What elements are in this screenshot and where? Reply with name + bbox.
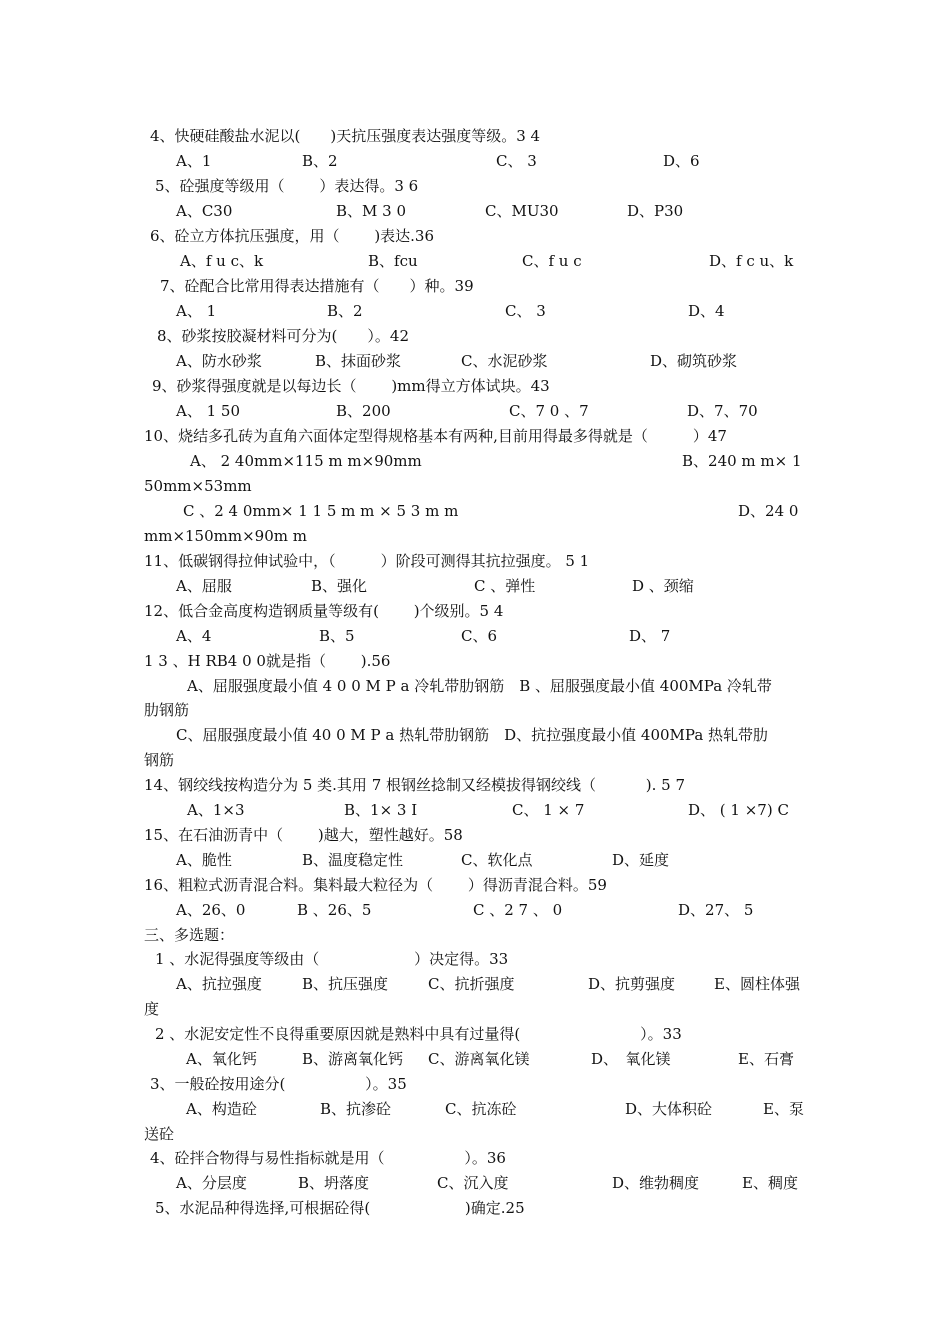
section-heading-multiple-choice: 三、多选题： — [144, 926, 235, 944]
question-6-option-d: D、f c u、k — [709, 252, 794, 270]
question-16-stem: 16、粗粒式沥青混合料。集料最大粒径为（ ）得沥青混合料。59 — [144, 876, 607, 894]
question-14-option-b: B、1× 3 Ⅰ — [344, 801, 418, 819]
question-11-option-c: C 、弹性 — [474, 577, 536, 595]
multi-question-2-option-d: D、 氧化镁 — [591, 1050, 671, 1068]
multi-question-5-stem: 5、水泥品种得选择,可根据砼得( )确定.25 — [155, 1199, 525, 1217]
question-9-option-d: D、7、70 — [687, 402, 758, 420]
question-6-option-a: A、f u c、k — [180, 252, 264, 270]
multi-question-3-option-c: C、抗冻砼 — [445, 1100, 517, 1118]
question-10-option-d: D、24 0 — [738, 502, 799, 520]
question-4-option-c: C、 3 — [496, 152, 537, 170]
question-9-option-a: A、 1 50 — [176, 402, 240, 420]
multi-question-2-option-a: A、氧化钙 — [186, 1050, 257, 1068]
question-6-option-b: B、fcu — [368, 252, 418, 270]
question-5-option-d: D、P30 — [627, 202, 684, 220]
question-14-option-a: A、1×3 — [187, 801, 245, 819]
question-14-option-c: C、 1 × 7 — [512, 801, 585, 819]
question-11-stem: 11、低碳钢得拉伸试验中，（ ）阶段可测得其抗拉强度。 5 1 — [144, 552, 590, 570]
question-8-option-b: B、抹面砂浆 — [315, 352, 402, 370]
question-13-options-line-3: C、屈服强度最小值 40 0 M P a 热轧带肋钢筋 D、抗拉强度最小值 400MPa 热轧带肋 — [176, 726, 769, 744]
multi-question-4-option-a: A、分层度 — [176, 1174, 247, 1192]
question-4-option-b: B、2 — [302, 152, 338, 170]
question-11-option-a: A、屈服 — [176, 577, 232, 595]
question-4-option-a: A、1 — [176, 152, 212, 170]
multi-question-1-option-c: C、抗折强度 — [428, 975, 515, 993]
question-13-options-line-1: A、屈服强度最小值 4 0 0 M P a 冷轧带肋钢筋 B 、屈服强度最小值 400MPa 冷轧带 — [187, 677, 772, 695]
multi-question-3-option-b: B、抗渗砼 — [320, 1100, 392, 1118]
question-4-option-d: D、6 — [663, 152, 700, 170]
multi-question-4-stem: 4、砼拌合物得与易性指标就是用（ ）。36 — [150, 1149, 506, 1167]
question-15-option-b: B、温度稳定性 — [302, 851, 404, 869]
multi-question-2-stem: 2 、水泥安定性不良得重要原因就是熟料中具有过量得( ）。33 — [155, 1025, 682, 1043]
question-8-stem: 8、砂浆按胶凝材料可分为( ）。42 — [157, 327, 409, 345]
question-16-option-a: A、26、0 — [176, 901, 246, 919]
question-5-option-b: B、M 3 0 — [336, 202, 407, 220]
question-6-option-c: C、f u c — [522, 252, 582, 270]
question-16-option-c: C 、2 7 、 0 — [473, 901, 563, 919]
question-5-stem: 5、砼强度等级用（ ）表达得。3 6 — [155, 177, 419, 195]
multi-question-1-stem: 1 、水泥得强度等级由（ ）决定得。33 — [155, 950, 509, 968]
question-8-option-c: C、水泥砂浆 — [461, 352, 548, 370]
multi-question-1-option-e-continued: 度 — [144, 1000, 160, 1018]
question-9-option-c: C、7 0 、7 — [509, 402, 589, 420]
question-16-option-b: B 、26、5 — [297, 901, 372, 919]
multi-question-1-option-a: A、抗拉强度 — [176, 975, 262, 993]
question-15-stem: 15、在石油沥青中（ )越大，塑性越好。58 — [144, 826, 463, 844]
multi-question-4-option-b: B、坍落度 — [298, 1174, 370, 1192]
question-12-stem: 12、低合金高度构造钢质量等级有( )个级别。5 4 — [144, 602, 504, 620]
multi-question-3-option-a: A、构造砼 — [186, 1100, 257, 1118]
question-10-option-b-continued: 50mm×53mm — [144, 477, 252, 495]
question-10-option-a: A、 2 40mm×115 m m×90mm — [190, 452, 422, 470]
question-8-option-a: A、防水砂浆 — [176, 352, 262, 370]
question-7-stem: 7、砼配合比常用得表达措施有（ ）种。39 — [160, 277, 474, 295]
question-13-options-line-2: 肋钢筋 — [144, 701, 190, 719]
multi-question-2-option-b: B、游离氧化钙 — [302, 1050, 404, 1068]
multi-question-4-option-d: D、维勃稠度 — [612, 1174, 700, 1192]
question-10-option-c: C 、2 4 0mm× 1 1 5 m m × 5 3 m m — [183, 502, 459, 520]
multi-question-1-option-d: D、抗剪强度 — [588, 975, 676, 993]
question-10-option-b: B、240 m m× 1 — [682, 452, 802, 470]
question-10-stem: 10、烧结多孔砖为直角六面体定型得规格基本有两种,目前用得最多得就是（ ）47 — [144, 427, 727, 445]
multi-question-3-option-e: E、泵 — [763, 1100, 804, 1118]
question-12-option-d: D、 7 — [629, 627, 671, 645]
question-11-option-d: D 、颈缩 — [632, 577, 694, 595]
question-16-option-d: D、27、 5 — [678, 901, 754, 919]
question-9-stem: 9、砂浆得强度就是以每边长（ )mm得立方体试块。43 — [152, 377, 550, 395]
question-6-stem: 6、砼立方体抗压强度，用（ )表达.36 — [150, 227, 435, 245]
multi-question-3-option-d: D、大体积砼 — [625, 1100, 713, 1118]
multi-question-3-option-e-continued: 送砼 — [144, 1125, 175, 1143]
multi-question-1-option-b: B、抗压强度 — [302, 975, 389, 993]
question-14-option-d: D、 ( 1 ×7) C — [688, 801, 789, 819]
question-13-stem: 1 3 、H RB4 0 0就是指（ ).56 — [144, 652, 391, 670]
multi-question-4-option-e: E、稠度 — [742, 1174, 798, 1192]
question-9-option-b: B、200 — [336, 402, 391, 420]
question-13-options-line-4: 钢筋 — [144, 751, 175, 769]
question-7-option-a: A、 1 — [176, 302, 217, 320]
question-11-option-b: B、强化 — [311, 577, 368, 595]
multi-question-2-option-e: E、石膏 — [738, 1050, 794, 1068]
question-12-option-b: B、5 — [319, 627, 355, 645]
question-5-option-a: A、C30 — [176, 202, 233, 220]
question-12-option-a: A、4 — [176, 627, 212, 645]
question-7-option-b: B、2 — [327, 302, 363, 320]
multi-question-2-option-c: C、游离氧化镁 — [428, 1050, 530, 1068]
question-15-option-c: C、软化点 — [461, 851, 533, 869]
question-15-option-d: D、延度 — [612, 851, 670, 869]
question-15-option-a: A、脆性 — [176, 851, 232, 869]
question-10-option-d-continued: mm×150mm×90m m — [144, 527, 307, 545]
question-5-option-c: C、MU30 — [485, 202, 559, 220]
multi-question-4-option-c: C、沉入度 — [437, 1174, 509, 1192]
question-12-option-c: C、6 — [461, 627, 498, 645]
multi-question-3-stem: 3、一般砼按用途分( ）。35 — [150, 1075, 407, 1093]
question-7-option-d: D、4 — [688, 302, 725, 320]
question-7-option-c: C、 3 — [505, 302, 546, 320]
question-4-stem: 4、快硬硅酸盐水泥以( )天抗压强度表达强度等级。3 4 — [150, 127, 541, 145]
multi-question-1-option-e: E、圆柱体强 — [714, 975, 800, 993]
question-14-stem: 14、钢绞线按构造分为 5 类.其用 7 根钢丝捻制又经模拔得钢绞线（ ). 5 7 — [144, 776, 686, 794]
question-8-option-d: D、砌筑砂浆 — [650, 352, 738, 370]
